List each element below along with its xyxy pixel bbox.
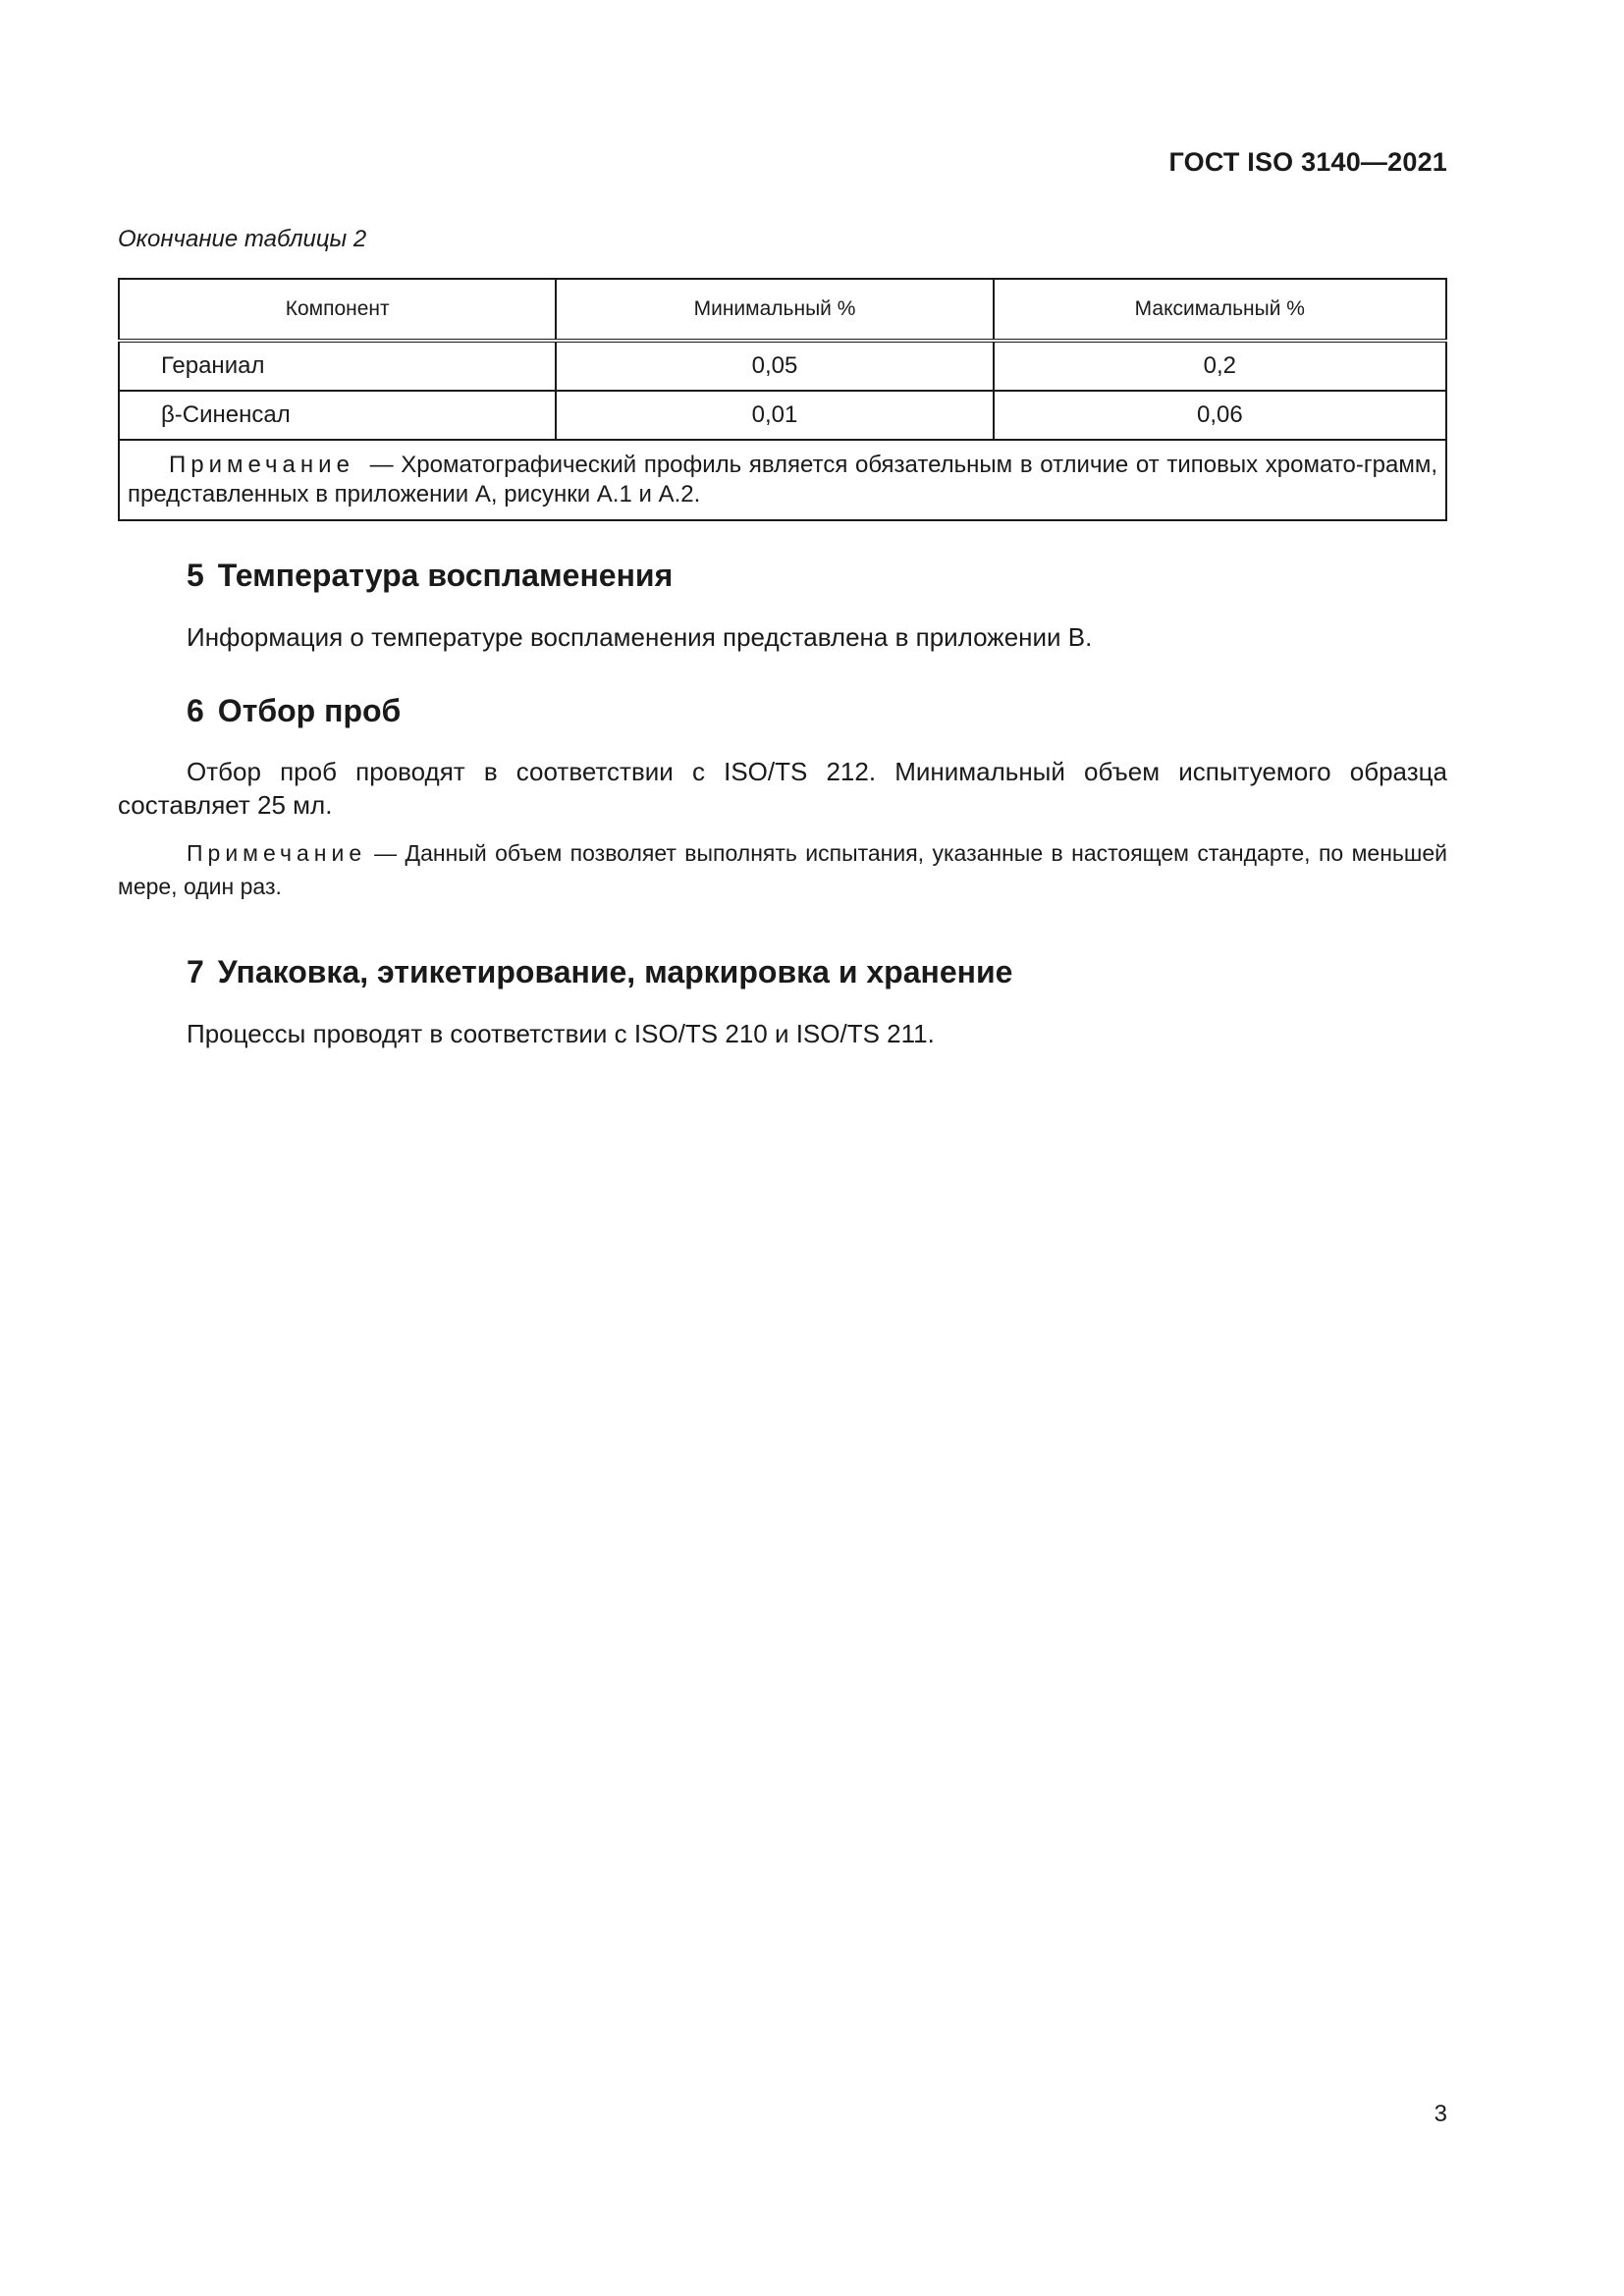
table-note-label: Примечание bbox=[169, 452, 354, 478]
column-header-component: Компонент bbox=[119, 279, 556, 341]
cell-component: Гераниал bbox=[119, 341, 556, 391]
table-note-row bbox=[119, 440, 1446, 520]
section-6-note-label: Примечание bbox=[187, 840, 367, 866]
section-7-number: 7 bbox=[187, 954, 204, 989]
column-header-min: Минимальный % bbox=[556, 279, 993, 341]
section-6-note-text: — Данный объем позволяет выполнять испытания, указанные в настоящем стандарте, по меньшей мере, один раз. bbox=[118, 840, 1447, 899]
table-header-row bbox=[119, 279, 1446, 341]
column-header-max: Максимальный % bbox=[994, 279, 1446, 341]
table-caption: Окончание таблицы 2 bbox=[118, 226, 367, 252]
section-5-text: Информация о температуре воспламенения представлена в приложении В. bbox=[187, 622, 1093, 652]
section-7-text: Процессы проводят в соответствии с ISO/TS 210 и ISO/TS 211. bbox=[187, 1019, 935, 1048]
table-row bbox=[119, 391, 1446, 440]
cell-min: 0,01 bbox=[556, 391, 993, 440]
section-5-heading: Температура воспламенения bbox=[217, 558, 674, 593]
section-6-number: 6 bbox=[187, 693, 204, 728]
cell-max: 0,2 bbox=[994, 341, 1446, 391]
page-number: 3 bbox=[1434, 2101, 1447, 2127]
section-7-title bbox=[187, 954, 1012, 990]
table-row bbox=[119, 341, 1446, 391]
document-code: ГОСТ ISO 3140—2021 bbox=[1168, 147, 1447, 177]
table-note bbox=[119, 440, 1446, 520]
section-6-title bbox=[187, 693, 401, 729]
section-6-text: Отбор проб проводят в соответствии с ISO/TS 212. Минимальный объем испытуемого образца составляет 25 мл. bbox=[118, 757, 1447, 820]
cell-component: β-Синенсал bbox=[119, 391, 556, 440]
section-5-number: 5 bbox=[187, 558, 204, 593]
cell-min: 0,05 bbox=[556, 341, 993, 391]
cell-max: 0,06 bbox=[994, 391, 1446, 440]
components-table bbox=[118, 278, 1447, 521]
section-6-heading: Отбор проб bbox=[217, 693, 402, 728]
section-6-note bbox=[118, 836, 1447, 903]
section-5-title bbox=[187, 558, 673, 594]
table-note-text: — Хроматографический профиль является обязательным в отличие от типовых хромато-грамм, представленных в приложении А, рисунки А.1 и А.2. bbox=[128, 452, 1438, 507]
section-7-heading: Упаковка, этикетирование, маркировка и хранение bbox=[217, 954, 1013, 989]
